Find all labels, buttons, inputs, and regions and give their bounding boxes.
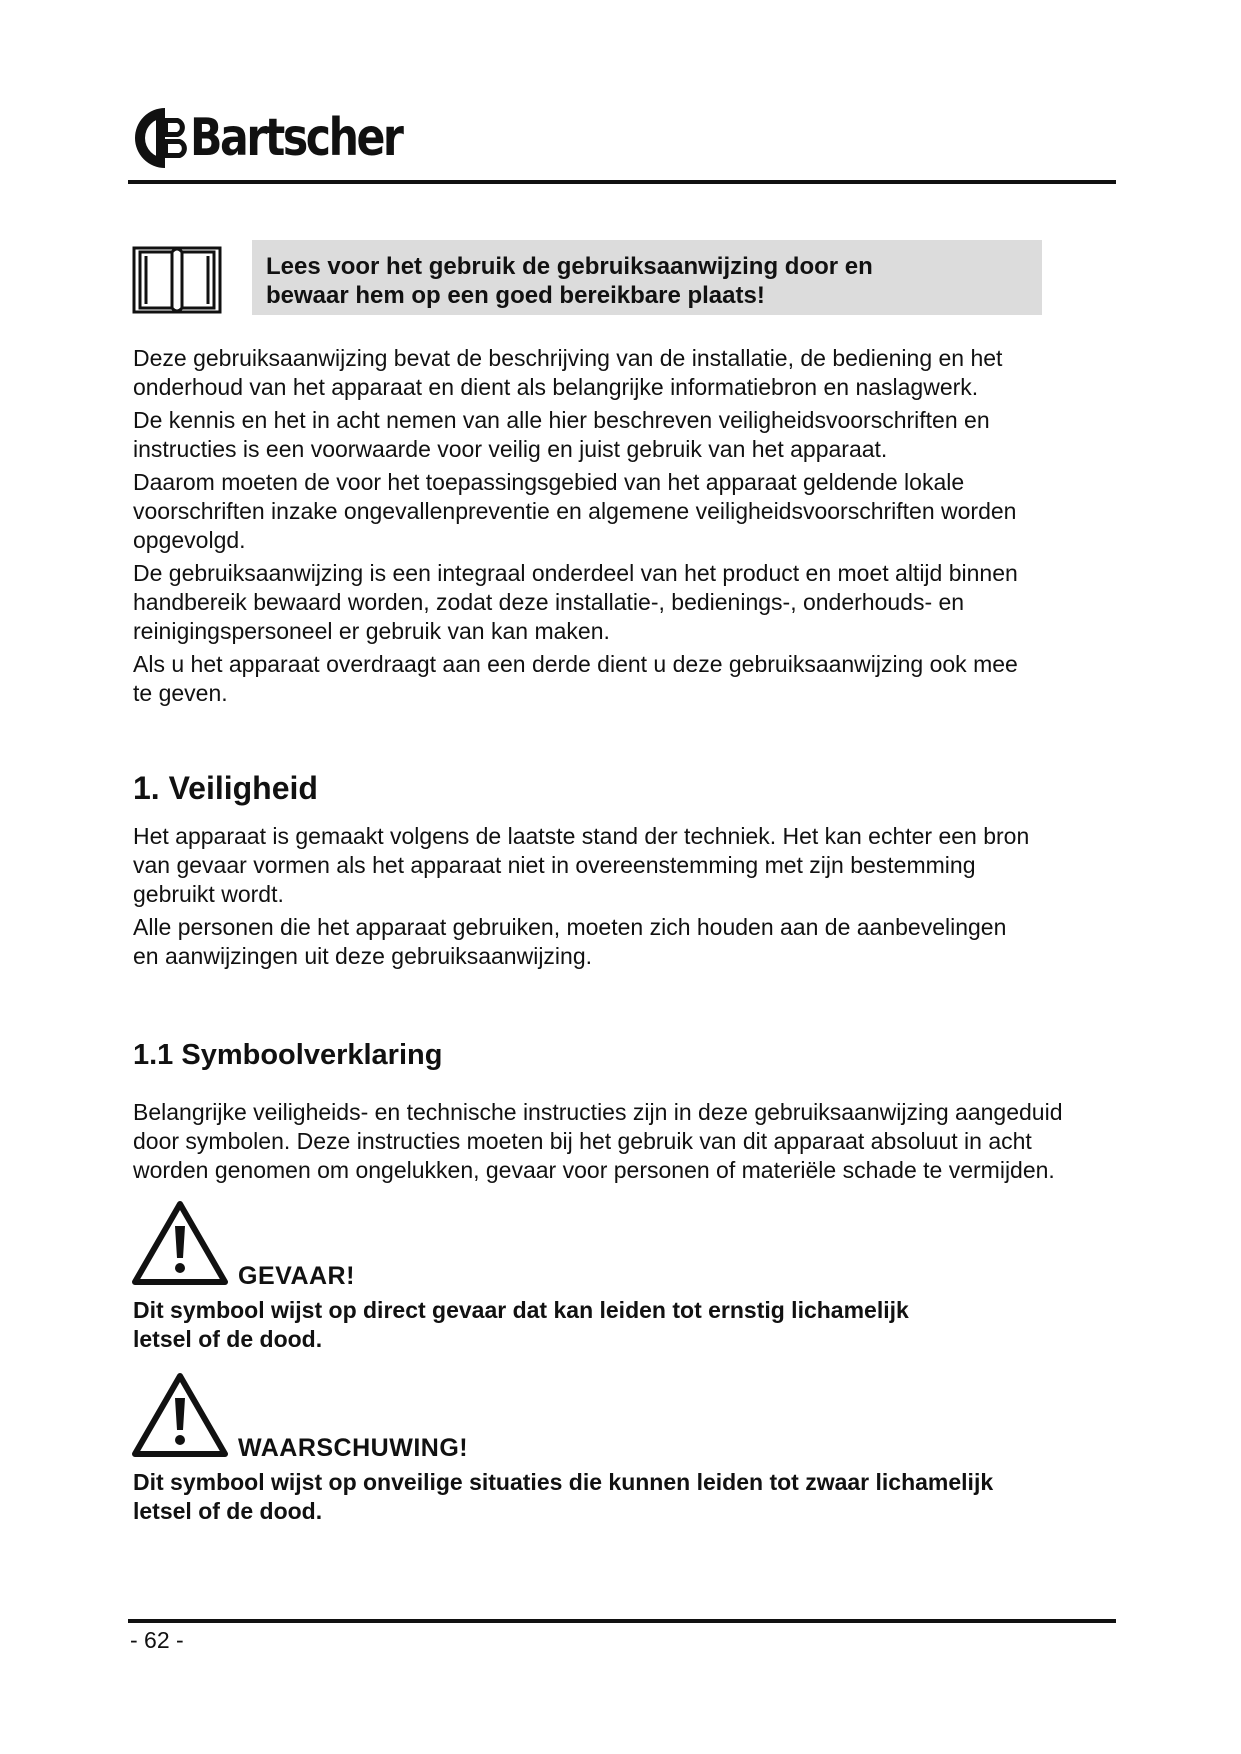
section1-paragraph: Het apparaat is gemaakt volgens de laatste stand der techniek. Het kan echter een bron van gevaar vormen als het apparaat niet in overeenstemming met zijn bestemming gebruikt wordt. xyxy=(133,823,1030,907)
section1-paragraph: Alle personen die het apparaat gebruiken, moeten zich houden aan de aanbevelingen en aanwijzingen uit deze gebruiksaanwijzing. xyxy=(133,914,1007,969)
intro-paragraph: Deze gebruiksaanwijzing bevat de beschrijving van de installatie, de bediening en het onderhoud van het apparaat en dient als belangrijke informatiebron en naslagwerk. xyxy=(133,345,1003,400)
subsection-title: 1.1 Symboolverklaring xyxy=(133,1039,443,1071)
intro-paragraph: De kennis en het in acht nemen van alle hier beschreven veiligheidsvoorschriften en instructies is een voorwaarde voor veilig en juist gebruik van het apparaat. xyxy=(133,407,990,462)
bartscher-logo-icon xyxy=(134,104,196,172)
notice-box xyxy=(252,240,1042,315)
open-book-icon xyxy=(132,240,222,316)
intro-text xyxy=(133,344,1133,712)
intro-paragraph: Daarom moeten de voor het toepassingsgebied van het apparaat geldende lokale voorschriften inzake ongevallenpreventie en algemene veiligheidsvoorschriften worden opgevolgd. xyxy=(133,469,1017,553)
section1-text xyxy=(133,822,1133,975)
notice-line: bewaar hem op een goed bereikbare plaats! xyxy=(266,282,765,309)
section11-paragraph: Belangrijke veiligheids- en technische instructies zijn in deze gebruiksaanwijzing aangeduid door symbolen. Deze instructies moeten bij het gebruik van dit apparaat absoluut in acht worden genomen om ongelukken, gevaar voor personen of materiële schade te vermijden. xyxy=(133,1099,1063,1183)
brand-logo xyxy=(134,98,448,178)
danger-label: GEVAAR! xyxy=(238,1262,355,1290)
intro-paragraph: De gebruiksaanwijzing is een integraal onderdeel van het product en moet altijd binnen handbereik bewaard worden, zodat deze installatie-, bedienings-, onderhouds- en reinigingspersoneel er gebruik van kan maken. xyxy=(133,560,1018,644)
warning-triangle-icon xyxy=(132,1200,228,1286)
footer-divider xyxy=(128,1619,1116,1623)
danger-description: Dit symbool wijst op direct gevaar dat kan leiden tot ernstig lichamelijk letsel of de dood. xyxy=(133,1297,909,1352)
section-title: 1. Veiligheid xyxy=(133,770,318,806)
brand-name: Bartscher xyxy=(190,108,402,168)
section11-text xyxy=(133,1098,1133,1189)
notice-line: Lees voor het gebruik de gebruiksaanwijzing door en xyxy=(266,253,873,280)
header-divider xyxy=(128,180,1116,184)
intro-paragraph: Als u het apparaat overdraagt aan een derde dient u deze gebruiksaanwijzing ook mee te geven. xyxy=(133,651,1018,706)
warning-triangle-icon xyxy=(132,1372,228,1458)
page-number: - 62 - xyxy=(130,1627,184,1653)
warning-description: Dit symbool wijst op onveilige situaties die kunnen leiden tot zwaar lichamelijk letsel of de dood. xyxy=(133,1469,994,1524)
warning-label: WAARSCHUWING! xyxy=(238,1434,469,1462)
